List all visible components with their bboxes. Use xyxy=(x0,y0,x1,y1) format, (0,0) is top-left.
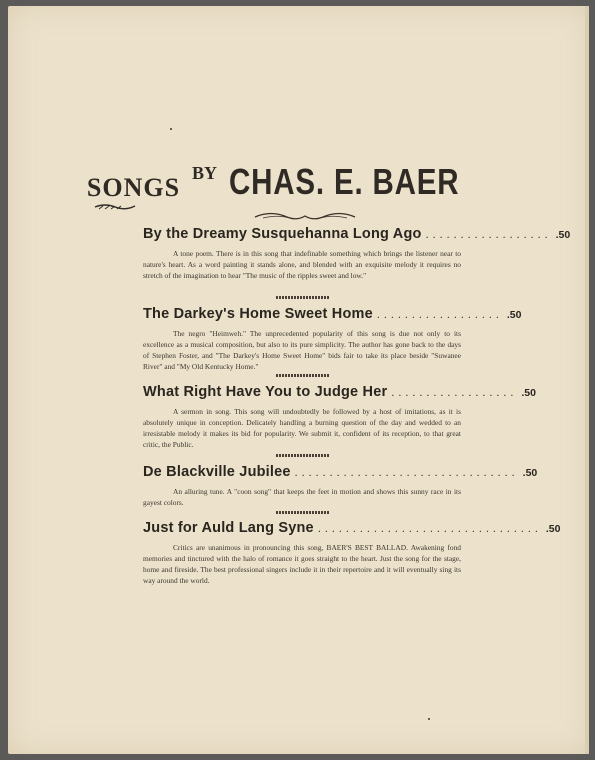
song-price: .50 xyxy=(555,229,571,241)
song-title: What Right Have You to Judge Her xyxy=(143,384,388,400)
leader-dots: .................. xyxy=(376,307,503,321)
description-text: An alluring tune. A "coon song" that keeps the feet in motion and shows this sunny race in its gayest colors. xyxy=(143,487,461,507)
paper-speck xyxy=(170,128,172,130)
divider-ornament xyxy=(276,511,330,514)
page-header xyxy=(8,161,589,203)
song-description xyxy=(143,328,461,372)
description-text: A tone poem. There is in this song that indefinable something which brings the listener near to nature's heart. As a word painting it stands alone, and blended with an exquisite melody it requires no stretch of the imagination to hear "The music of the ripples sweet and low." xyxy=(143,249,461,280)
leader-dots: ................................ xyxy=(294,465,519,479)
leader-dots: ................................ xyxy=(317,521,542,535)
flourish-ornament-icon xyxy=(253,211,357,223)
song-description xyxy=(143,406,461,450)
song-description xyxy=(143,542,461,586)
divider-ornament xyxy=(276,374,330,377)
song-entry xyxy=(143,384,536,450)
songs-label xyxy=(87,173,180,203)
paper-speck xyxy=(428,718,430,720)
song-description xyxy=(143,486,461,508)
song-price: .50 xyxy=(522,467,538,479)
song-price: .50 xyxy=(521,387,536,399)
song-price: .50 xyxy=(506,309,522,321)
song-title: The Darkey's Home Sweet Home xyxy=(143,306,373,322)
by-label: BY xyxy=(192,163,218,183)
song-description xyxy=(143,248,461,281)
song-entry xyxy=(143,464,538,508)
leader-dots: .................. xyxy=(391,385,518,399)
song-entry xyxy=(143,306,522,372)
description-text: Critics are unanimous in pronouncing this song, BAER'S BEST BALLAD. Awakening fond memories and tinctured with the halo of romance it goes straight to the heart. Just the song for the stage, home and fireside. The best professional singers include it in their repertoire and it will eventually sing its way around the world. xyxy=(143,543,461,585)
divider-ornament xyxy=(276,296,330,299)
composer-name: CHAS. E. BAER xyxy=(229,161,460,202)
description-text: A sermon in song. This song will undoubtedly be followed by a host of imitations, as it is absolutely unique in conception. Delicately handling a burning question of the day and wedded to an irresistable melody it makes its bid for popularity. We submit it, confident of its reception, to that great critic, the Public. xyxy=(143,407,461,449)
song-title: Just for Auld Lang Syne xyxy=(143,520,314,536)
song-entry xyxy=(143,520,561,586)
song-title: De Blackville Jubilee xyxy=(143,464,291,480)
sheet-page xyxy=(8,6,589,754)
description-text: The negro "Heimweh." The unprecedented popularity of this song is due not only to its excellence as a musical composition, but also to its pure simplicity. The author has gone back to the days of Stephen Foster, and "The Darkey's Home Sweet Home" bids fair to take its place beside "Suwanee River" and "My Old Kentucky Home." xyxy=(143,329,461,371)
leader-dots: .................. xyxy=(425,227,552,241)
swirl-ornament-icon xyxy=(95,203,135,211)
divider-ornament xyxy=(276,454,330,457)
song-price: .50 xyxy=(545,523,561,535)
page-edge xyxy=(585,6,589,754)
song-entry xyxy=(143,226,571,281)
songs-text: SONGS xyxy=(86,173,181,202)
song-title: By the Dreamy Susquehanna Long Ago xyxy=(143,226,422,242)
